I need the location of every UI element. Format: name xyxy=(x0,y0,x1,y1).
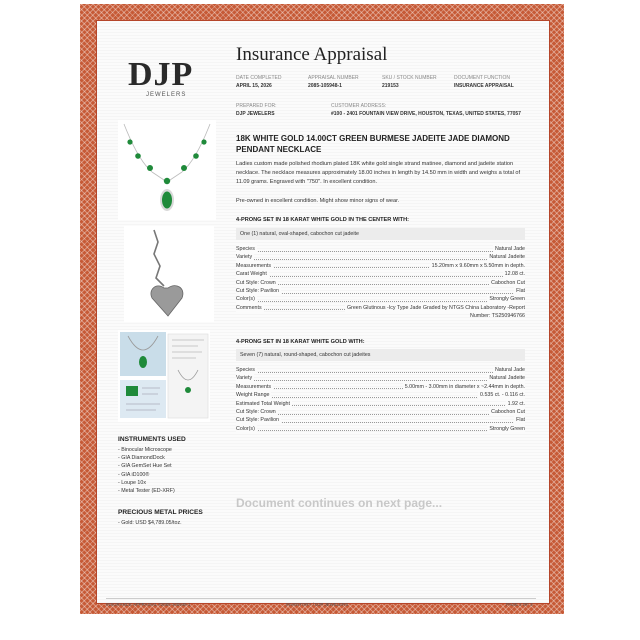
detail-row: Variety Natural Jadeite xyxy=(236,254,525,261)
detail-row: Weight Range 0.535 ct. - 0.116 ct. xyxy=(236,392,525,399)
necklace-photo xyxy=(118,120,216,220)
list-item: - GIA DiamondDock xyxy=(118,455,165,462)
document-function-label: DOCUMENT FUNCTION xyxy=(454,75,511,81)
detail-row: Carat Weight 12.08 ct. xyxy=(236,271,525,278)
detail-row: Cut Style: Pavilion Flat xyxy=(236,287,525,294)
detail-row: Cut Style: Crown Cabochon Cut xyxy=(236,279,525,286)
prepared-for-value: DJP JEWELERS xyxy=(236,111,275,117)
footer-center: INVENTORY / DJP JEWELERS xyxy=(286,602,349,607)
section1-title: 4-PRONG SET IN 18 KARAT WHITE GOLD IN THE CENTER WITH: xyxy=(236,217,409,223)
item-heading: 18K WHITE GOLD 14.00CT GREEN BURMESE JADEITE JADE DIAMOND PENDANT NECKLACE xyxy=(236,134,510,154)
detail-row: Variety Natural Jadeite xyxy=(236,375,525,382)
section2-summary: Seven (7) natural, round-shaped, cabochon cut jadeites xyxy=(236,349,525,361)
section2-title: 4-PRONG SET IN 18 KARAT WHITE GOLD WITH: xyxy=(236,339,365,345)
instruments-list xyxy=(118,446,175,495)
certificate-photo xyxy=(118,330,210,422)
list-item: - Metal Tester (ED-XRF) xyxy=(118,488,175,495)
document-function-value: INSURANCE APPRAISAL xyxy=(454,83,514,89)
footer-page-number: PAGE 2 OF 3 xyxy=(506,602,533,607)
instruments-title: INSTRUMENTS USED xyxy=(118,436,186,443)
detail-row: Species Natural Jade xyxy=(236,367,525,373)
footer-left: INSURANCE APPRAISAL #2085-105948-1 xyxy=(106,602,191,607)
list-item: - Loupe 10x xyxy=(118,479,146,486)
item-description: Ladies custom made polished rhodium plated 18K white gold single strand matinee, diamond and jadeite station necklace. The necklace measures approximately 18.00 inches in length by 14.50 mm in width and weighs a total of 11.09 grams. Engraved with "750". In excellent condition. xyxy=(236,161,521,185)
section1-summary: One (1) natural, oval-shaped, cabochon cut jadeite xyxy=(236,228,525,240)
list-item: - Binocular Microscope xyxy=(118,447,172,453)
customer-address-value: #100 - 2401 FOUNTAIN VIEW DRIVE, HOUSTON, TEXAS, UNITED STATES, 77057 xyxy=(331,111,521,117)
list-item: - Gold: USD $4,789.05/toz. xyxy=(118,520,182,526)
sku-value: 219153 xyxy=(382,83,399,89)
logo-text: DJP xyxy=(128,56,194,93)
detail-row: Cut Style: Crown Cabochon Cut xyxy=(236,408,525,415)
date-label: DATE COMPLETED xyxy=(236,75,282,81)
appraisal-number-value: 2085-105948-1 xyxy=(308,83,342,89)
company-logo xyxy=(128,56,198,100)
section1-details xyxy=(236,245,525,321)
section2-details xyxy=(236,366,525,433)
document-title: Insurance Appraisal xyxy=(236,44,388,65)
detail-row: Measurements 15.20mm x 9.60mm x 5.50mm in depth. xyxy=(236,262,525,269)
detail-row: Color(s) Strongly Green xyxy=(236,425,525,432)
metal-prices-title: PRECIOUS METAL PRICES xyxy=(118,509,203,516)
detail-row: Measurements 5.00mm - 3.00mm in diameter x ~2.44mm in depth. xyxy=(236,383,525,390)
detail-row: Color(s) Strongly Green xyxy=(236,296,525,303)
list-item: - GIA iD100® xyxy=(118,471,150,478)
continuation-note: Document continues on next page... xyxy=(236,496,443,510)
list-item: - GIA GemSet Hue Set xyxy=(118,463,172,470)
date-value: APRIL 15, 2026 xyxy=(236,83,272,89)
comments-continuation: Number: TS250946766 xyxy=(470,313,525,320)
pendant-back-photo xyxy=(124,226,214,322)
appraisal-number-label: APPRAISAL NUMBER xyxy=(308,75,359,81)
detail-row: Species Natural Jade xyxy=(236,246,525,252)
sku-label: SKU / STOCK NUMBER xyxy=(382,75,437,81)
customer-address-label: CUSTOMER ADDRESS: xyxy=(331,103,387,109)
comments-row: Comments Green Glutinous -Icy Type Jade Graded by NTGS China Laboratory -Report xyxy=(236,304,525,311)
detail-row: Estimated Total Weight 1.92 ct. xyxy=(236,400,525,407)
footer-divider xyxy=(106,598,536,599)
logo-subtext: JEWELERS xyxy=(146,92,187,98)
prepared-for-label: PREPARED FOR: xyxy=(236,103,277,109)
item-condition: Pre-owned in excellent condition. Might show minor signs of wear. xyxy=(236,198,400,204)
detail-row: Cut Style: Pavilion Flat xyxy=(236,417,525,424)
